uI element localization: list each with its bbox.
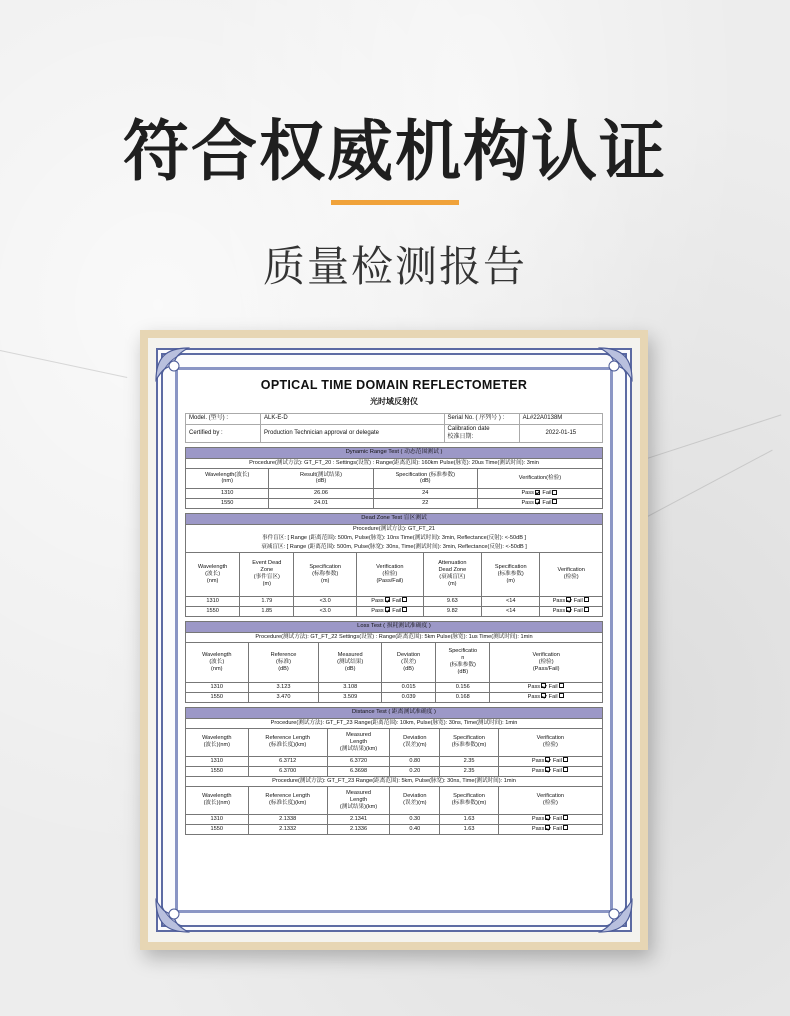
report-sheet: [185, 368, 603, 835]
table-cell: 24: [373, 488, 477, 498]
verification-cell: [540, 606, 603, 616]
column-header: Verification (检验): [498, 786, 602, 814]
column-header: Measured Length (测试结果)(km): [327, 786, 390, 814]
wall-crack: [640, 450, 773, 521]
fail-label: Fail: [572, 607, 583, 614]
fail-checkbox-icon: [402, 597, 407, 602]
procedure-text: 事件盲区: [ Range (距离范围): 500m, Pulse(脉宽): 10ns Time(测试时间): 3min, Reflectance(反射): <-50dB ]: [186, 534, 603, 543]
verification-cell: [490, 692, 603, 702]
table-cell: 0.015: [381, 682, 435, 692]
calibration-value: 2022-01-15: [519, 425, 602, 443]
column-header: Wavelength (波长)(nm): [186, 728, 249, 756]
verification-cell: [498, 766, 602, 776]
table-cell: 0.40: [390, 824, 440, 834]
fail-label: Fail: [551, 815, 562, 822]
table-row: [186, 766, 603, 776]
table-row: [186, 814, 603, 824]
column-header: Wavelength(波长) (nm): [186, 468, 269, 488]
column-header-row: [186, 468, 603, 488]
table-row: [186, 756, 603, 766]
column-header: Verification (检验): [540, 552, 603, 596]
wall-crack: [0, 350, 127, 378]
column-header: Specification (标准参数)(m): [440, 728, 498, 756]
model-label: Model. (型号) :: [186, 414, 261, 425]
table-cell: 1550: [186, 606, 240, 616]
procedure-text: 衰减盲区: [ Range (距离范围): 500m, Pulse(脉宽): 30ns, Time(测试时间): 3min, Reflectance(反射): <-50dB ]: [186, 543, 603, 552]
table-cell: 1.63: [440, 814, 498, 824]
table-cell: <3.0: [294, 596, 357, 606]
column-header-row: [186, 728, 603, 756]
column-header: Verification (检验) (Pass/Fail): [356, 552, 423, 596]
pass-label: Pass: [521, 489, 534, 496]
table-cell: 1310: [186, 682, 249, 692]
distance-table: [185, 707, 603, 835]
pass-checkbox-icon: [566, 607, 571, 612]
verification-cell: [498, 756, 602, 766]
table-row: [186, 596, 603, 606]
loss-table: [185, 621, 603, 703]
fail-checkbox-icon: [563, 825, 568, 830]
procedure-text: Procedure(测试方法): GT_FT_23 Range(距离范围): 5km, Pulse(脉宽): 30ns, Time(测试时间): 1min: [186, 776, 603, 786]
verification-cell: [356, 606, 423, 616]
column-header: Event Dead Zone (事件盲区) (m): [240, 552, 294, 596]
column-header: Measured Length (测试结果)(km): [327, 728, 390, 756]
table-cell: 0.039: [381, 692, 435, 702]
procedure-text: Procedure(测试方法): GT_FT_22 Settings(设置) : Range(距离范围): 5km Pulse(脉宽): 1us Time(测试时间): 1min: [186, 632, 603, 642]
pass-label: Pass: [531, 757, 545, 764]
column-header: Verification(检验): [477, 468, 602, 488]
verification-cell: [540, 596, 603, 606]
fail-checkbox-icon: [402, 607, 407, 612]
frame-mat: [148, 338, 640, 942]
table-cell: 0.20: [390, 766, 440, 776]
calibration-label-en: Calibration date: [447, 426, 490, 432]
table-row: [186, 498, 603, 508]
fail-label: Fail: [547, 683, 558, 690]
table-cell: <14: [482, 606, 540, 616]
fail-checkbox-icon: [563, 757, 568, 762]
pass-checkbox-icon: [385, 597, 390, 602]
section-header: Dynamic Range Test ( 动态范围测试 ): [186, 448, 603, 459]
serial-label: Serial No. ( 序列号 ) :: [444, 414, 519, 425]
table-cell: 22: [373, 498, 477, 508]
pass-checkbox-icon: [541, 693, 546, 698]
certified-label: Certified by :: [186, 425, 261, 443]
pass-checkbox-icon: [535, 490, 540, 495]
column-header: Deviation (误差)(m): [390, 786, 440, 814]
table-cell: 26.06: [269, 488, 373, 498]
pass-label: Pass: [527, 693, 541, 700]
fail-label: Fail: [551, 767, 562, 774]
fail-checkbox-icon: [584, 607, 589, 612]
table-cell: 6.3720: [327, 756, 390, 766]
pass-checkbox-icon: [385, 607, 390, 612]
fail-label: Fail: [540, 489, 552, 496]
table-row: [186, 488, 603, 498]
table-cell: 6.3700: [248, 766, 327, 776]
pass-checkbox-icon: [545, 825, 550, 830]
certificate-frame: [140, 330, 648, 950]
column-header: Verification (检验) (Pass/Fail): [490, 642, 603, 682]
verification-cell: [498, 824, 602, 834]
pass-label: Pass: [531, 815, 545, 822]
table-cell: 1.79: [240, 596, 294, 606]
pass-checkbox-icon: [545, 815, 550, 820]
column-header: Attenuation Dead Zone (衰减盲区) (m): [423, 552, 481, 596]
table-cell: 2.35: [440, 756, 498, 766]
column-header-row: [186, 786, 603, 814]
column-header: Deviation (误差)(m): [390, 728, 440, 756]
pass-label: Pass: [531, 825, 545, 832]
table-cell: 1550: [186, 824, 249, 834]
column-header: Wavelength (波长) (nm): [186, 552, 240, 596]
fail-label: Fail: [551, 825, 562, 832]
corner-ornament-icon: [596, 896, 636, 936]
fail-label: Fail: [390, 607, 402, 614]
column-header: Result(测试结果) (dB): [269, 468, 373, 488]
table-row: [186, 682, 603, 692]
table-cell: 1550: [186, 498, 269, 508]
table-cell: 0.168: [436, 692, 490, 702]
column-header: Wavelength (波长)(nm): [186, 786, 249, 814]
table-cell: 2.35: [440, 766, 498, 776]
pass-label: Pass: [552, 607, 566, 614]
table-cell: 1550: [186, 766, 249, 776]
column-header: Specification (标准参数)(m): [440, 786, 498, 814]
table-cell: 1310: [186, 814, 249, 824]
column-header: Specificatio n (标准参数) (dB): [436, 642, 490, 682]
accent-bar: [331, 200, 459, 205]
main-title: 符合权威机构认证: [123, 113, 667, 190]
fail-label: Fail: [572, 597, 583, 604]
fail-label: Fail: [540, 499, 552, 506]
column-header: Reference (标准) (dB): [248, 642, 319, 682]
pass-label: Pass: [371, 597, 384, 604]
pass-label: Pass: [552, 597, 566, 604]
table-cell: 1.63: [440, 824, 498, 834]
calibration-label: [444, 425, 519, 443]
column-header: Specification (标准参数) (dB): [373, 468, 477, 488]
procedure-text: Procedure(测试方法): GT_FT_20 : Settings(设置) : Range(距离范围): 160km Pulse(脉宽): 20us Time(测试时间): 3min: [186, 459, 603, 469]
table-cell: 3.123: [248, 682, 319, 692]
fail-checkbox-icon: [584, 597, 589, 602]
column-header: Specification (标准参数) (m): [482, 552, 540, 596]
section-header: Dead Zone Test 盲区测试: [186, 513, 603, 524]
verification-cell: [498, 814, 602, 824]
table-cell: 2.1341: [327, 814, 390, 824]
verification-cell: [356, 596, 423, 606]
procedure-text: Procedure(测试方法): GT_FT_23 Range(距离范围): 10km, Pulse(脉宽): 30ns, Time(测试时间): 1min: [186, 718, 603, 728]
section-header: Distance Test ( 距离测试准确度 ): [186, 707, 603, 718]
fail-checkbox-icon: [563, 815, 568, 820]
info-table: [185, 413, 603, 443]
fail-label: Fail: [390, 597, 402, 604]
fail-checkbox-icon: [559, 693, 564, 698]
pass-label: Pass: [521, 499, 534, 506]
verification-cell: [490, 682, 603, 692]
procedure-text: Procedure(测试方法): GT_FT_21: [186, 524, 603, 533]
table-cell: 24.01: [269, 498, 373, 508]
pass-label: Pass: [531, 767, 545, 774]
serial-value: AL#22A0138M: [519, 414, 602, 425]
column-header: Reference Length (标准长度)(km): [248, 728, 327, 756]
pass-label: Pass: [371, 607, 384, 614]
table-row: [186, 606, 603, 616]
table-cell: 6.3712: [248, 756, 327, 766]
table-cell: 1550: [186, 692, 249, 702]
report-title: OPTICAL TIME DOMAIN REFLECTOMETER: [260, 378, 528, 392]
column-header-row: [186, 642, 603, 682]
pass-checkbox-icon: [541, 683, 546, 688]
certified-value: Production Technician approval or delegate: [261, 425, 444, 443]
section-header: Loss Test ( 损耗测试准确度 ): [186, 621, 603, 632]
column-header: Verification (检验): [498, 728, 602, 756]
column-header-row: [186, 552, 603, 596]
pass-checkbox-icon: [535, 499, 540, 504]
table-cell: 0.156: [436, 682, 490, 692]
verification-cell: [477, 498, 602, 508]
table-cell: 2.1338: [248, 814, 327, 824]
column-header: Wavelength (波长) (nm): [186, 642, 249, 682]
column-header: Reference Length (标准长度)(km): [248, 786, 327, 814]
table-cell: 9.63: [423, 596, 481, 606]
fail-label: Fail: [551, 757, 562, 764]
pass-checkbox-icon: [566, 597, 571, 602]
fail-checkbox-icon: [559, 683, 564, 688]
table-cell: 1310: [186, 488, 269, 498]
table-cell: 9.82: [423, 606, 481, 616]
fail-checkbox-icon: [552, 499, 557, 504]
pass-checkbox-icon: [545, 767, 550, 772]
table-row: [186, 824, 603, 834]
table-cell: 0.30: [390, 814, 440, 824]
table-cell: 2.1332: [248, 824, 327, 834]
column-header: Specification (标称参数) (m): [294, 552, 357, 596]
table-cell: 1310: [186, 756, 249, 766]
table-cell: 2.1336: [327, 824, 390, 834]
table-cell: 3.470: [248, 692, 319, 702]
table-cell: <14: [482, 596, 540, 606]
calibration-label-cn: 校准日期:: [447, 433, 474, 440]
table-cell: 3.108: [319, 682, 382, 692]
pass-checkbox-icon: [545, 757, 550, 762]
table-cell: 6.3698: [327, 766, 390, 776]
column-header: Measured (测试结果) (dB): [319, 642, 382, 682]
column-header: Deviation (误差) (dB): [381, 642, 435, 682]
table-cell: 0.80: [390, 756, 440, 766]
table-cell: 3.509: [319, 692, 382, 702]
verification-cell: [477, 488, 602, 498]
model-value: ALK-E-D: [261, 414, 444, 425]
corner-ornament-icon: [152, 896, 192, 936]
fail-checkbox-icon: [563, 767, 568, 772]
dead-zone-table: [185, 513, 603, 617]
table-cell: 1310: [186, 596, 240, 606]
table-cell: <3.0: [294, 606, 357, 616]
table-row: [186, 692, 603, 702]
sub-title: 质量检测报告: [262, 242, 527, 291]
pass-label: Pass: [527, 683, 541, 690]
fail-label: Fail: [547, 693, 558, 700]
dynamic-range-table: [185, 447, 603, 509]
table-cell: 1.85: [240, 606, 294, 616]
fail-checkbox-icon: [552, 490, 557, 495]
report-subtitle: 光时域反射仪: [370, 397, 418, 406]
